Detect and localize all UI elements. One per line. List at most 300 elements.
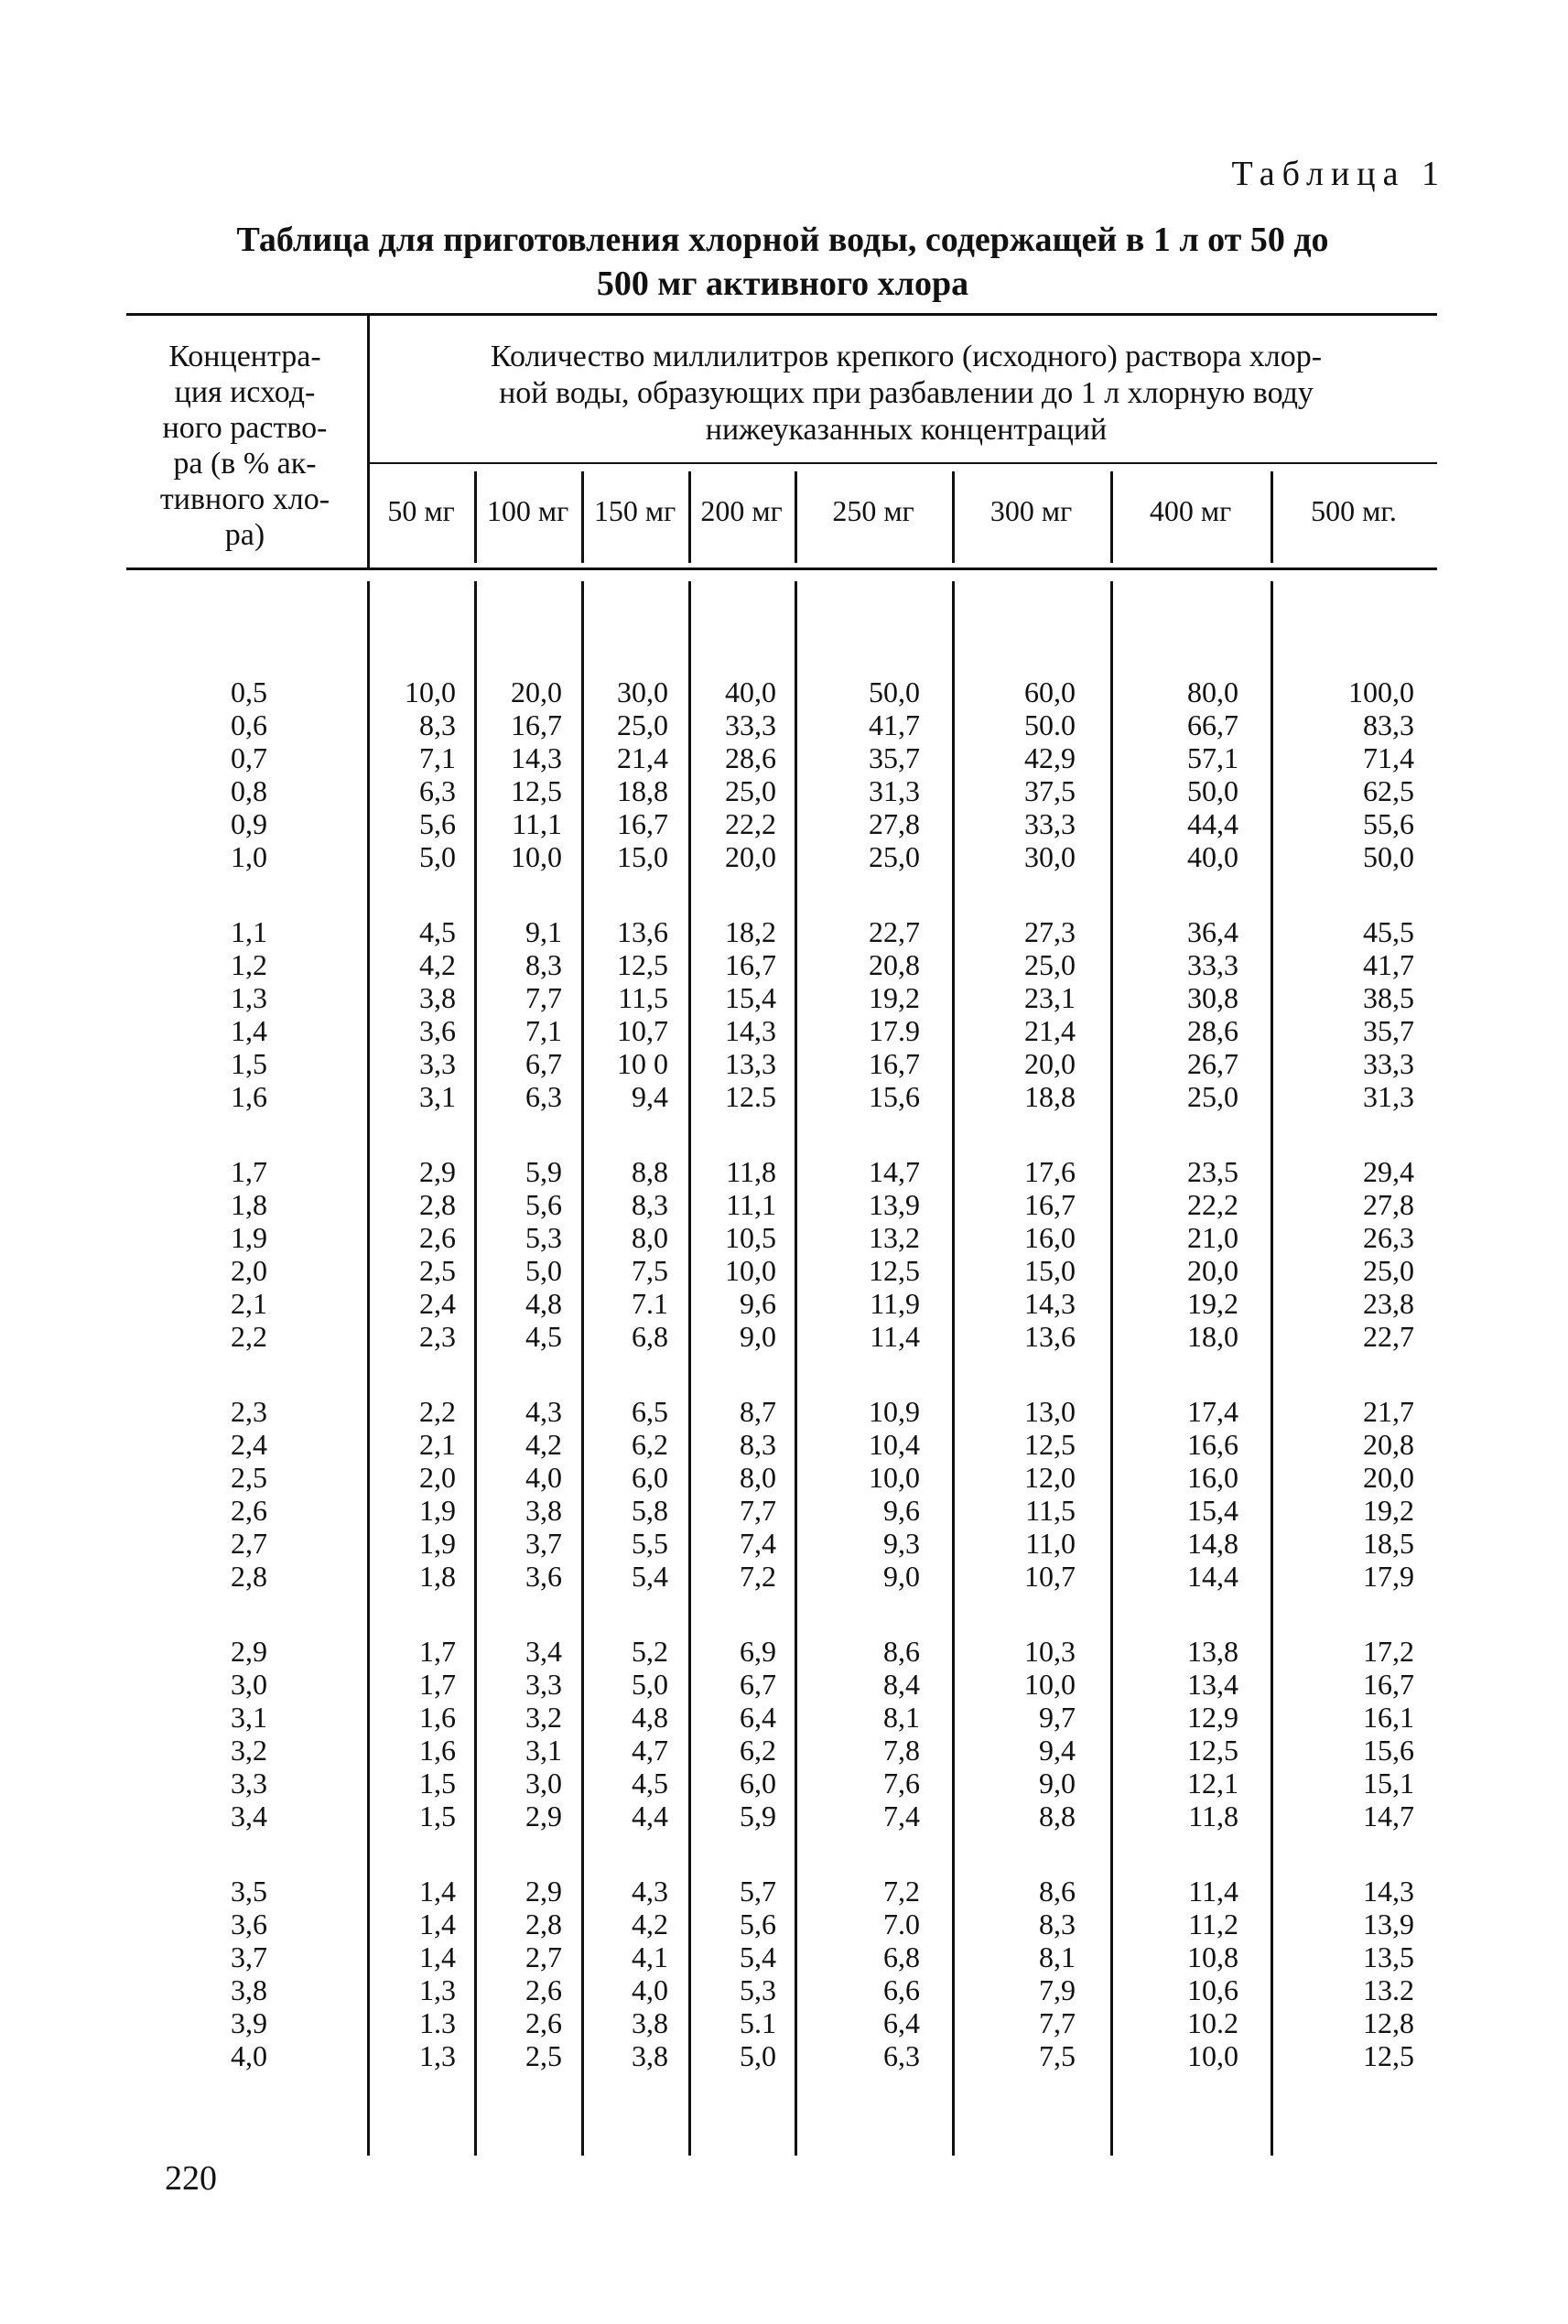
concentration-cell: 1,0 <box>231 840 267 873</box>
concentration-cell: 2,9 <box>231 1635 267 1668</box>
volume-cell: 5,4 <box>632 1560 668 1593</box>
volume-cell: 2,2 <box>419 1395 456 1428</box>
volume-cell: 10,6 <box>1187 1973 1238 2006</box>
volume-cell: 5,3 <box>525 1221 562 1254</box>
volume-cell: 9,1 <box>525 915 562 948</box>
volume-cell: 12,5 <box>617 948 668 981</box>
volume-cell: 11,5 <box>1025 1494 1076 1527</box>
volume-cell: 6,4 <box>883 2006 920 2039</box>
volume-cell: 9,7 <box>1039 1701 1076 1734</box>
volume-cell: 14,7 <box>869 1155 920 1188</box>
concentration-cell: 2,0 <box>231 1254 267 1287</box>
volume-cell: 19,2 <box>869 981 920 1014</box>
concentration-cell: 1,7 <box>231 1155 267 1188</box>
volume-cell: 10,3 <box>1024 1635 1076 1668</box>
volume-cell: 10,0 <box>1187 2039 1238 2072</box>
concentration-cell: 1,2 <box>231 948 267 981</box>
volume-cell: 21,7 <box>1363 1395 1414 1428</box>
volume-cell: 9,0 <box>740 1320 776 1353</box>
header-main-line: ной воды, образующих при разбавлении до 1 л хлорную воду <box>499 376 1314 410</box>
volume-cell: 12,5 <box>1363 2039 1414 2072</box>
volume-cell: 83,3 <box>1363 708 1414 741</box>
volume-cell: 9,3 <box>883 1527 920 1560</box>
volume-cell: 8,3 <box>419 708 456 741</box>
volume-cell: 5,9 <box>740 1800 776 1832</box>
volume-cell: 9,4 <box>1039 1734 1076 1767</box>
volume-cell: 40,0 <box>725 676 776 708</box>
volume-cell: 2,8 <box>525 1908 562 1940</box>
volume-cell: 7,7 <box>1039 2006 1076 2039</box>
volume-cell: 20,0 <box>725 840 776 873</box>
volume-cell: 8,1 <box>883 1701 920 1734</box>
volume-cell: 22,7 <box>869 915 920 948</box>
volume-cell: 20,0 <box>511 676 562 708</box>
volume-cell: 13,9 <box>869 1188 920 1221</box>
concentration-cell: 2,3 <box>231 1395 267 1428</box>
volume-cell: 2,0 <box>419 1461 456 1494</box>
volume-cell: 5,4 <box>740 1940 776 1973</box>
volume-cell: 8,7 <box>740 1395 776 1428</box>
volume-cell: 8,3 <box>632 1188 668 1221</box>
concentration-cell: 2,4 <box>231 1428 267 1461</box>
volume-cell: 5,7 <box>740 1875 776 1908</box>
volume-cell: 7,2 <box>740 1560 776 1593</box>
volume-cell: 9,6 <box>883 1494 920 1527</box>
volume-cell: 13,5 <box>1363 1940 1414 1973</box>
table-title <box>128 218 1437 306</box>
volume-cell: 6,3 <box>419 774 456 807</box>
volume-cell: 12,8 <box>1363 2006 1414 2039</box>
volume-cell: 50,0 <box>1187 774 1238 807</box>
volume-cell: 7.1 <box>632 1287 668 1320</box>
volume-cell: 2,8 <box>419 1188 456 1221</box>
volume-cell: 7,5 <box>1039 2039 1076 2072</box>
volume-cell: 3,2 <box>525 1701 562 1734</box>
volume-cell: 6,7 <box>525 1047 562 1080</box>
volume-cell: 3,8 <box>632 2039 668 2072</box>
concentration-cell: 4,0 <box>231 2039 267 2072</box>
column-header-divider <box>1271 471 1273 563</box>
volume-cell: 11,8 <box>726 1155 776 1188</box>
column-header-divider <box>795 471 797 563</box>
column-divider-line <box>795 581 797 2156</box>
volume-cell: 12,5 <box>869 1254 920 1287</box>
volume-cell: 8,1 <box>1039 1940 1076 1973</box>
volume-cell: 5,0 <box>419 840 456 873</box>
volume-cell: 4,8 <box>525 1287 562 1320</box>
column-header: 500 мг. <box>1311 494 1397 527</box>
volume-cell: 1,9 <box>419 1527 456 1560</box>
concentration-cell: 3,1 <box>231 1701 267 1734</box>
volume-cell: 62,5 <box>1363 774 1414 807</box>
volume-cell: 15,0 <box>617 840 668 873</box>
volume-cell: 18,5 <box>1363 1527 1414 1560</box>
volume-cell: 14,3 <box>725 1014 776 1047</box>
volume-cell: 16,7 <box>511 708 562 741</box>
volume-cell: 10,9 <box>869 1395 920 1428</box>
volume-cell: 4,2 <box>525 1428 562 1461</box>
volume-cell: 6,2 <box>632 1428 668 1461</box>
volume-cell: 7,4 <box>883 1800 920 1832</box>
volume-cell: 8,6 <box>1039 1875 1076 1908</box>
volume-cell: 12.5 <box>725 1080 776 1113</box>
volume-cell: 21,4 <box>617 741 668 774</box>
volume-cell: 33,3 <box>725 708 776 741</box>
volume-cell: 31,3 <box>869 774 920 807</box>
volume-cell: 31,3 <box>1363 1080 1414 1113</box>
concentration-cell: 3,0 <box>231 1668 267 1701</box>
volume-cell: 16,0 <box>1024 1221 1076 1254</box>
volume-cell: 11,1 <box>726 1188 776 1221</box>
volume-cell: 13,6 <box>1024 1320 1076 1353</box>
page-number: 220 <box>165 2159 217 2198</box>
volume-cell: 3,3 <box>419 1047 456 1080</box>
concentration-cell: 2,2 <box>231 1320 267 1353</box>
volume-cell: 15,4 <box>1187 1494 1238 1527</box>
volume-cell: 5,0 <box>740 2039 776 2072</box>
volume-cell: 57,1 <box>1187 741 1238 774</box>
volume-cell: 7,5 <box>632 1254 668 1287</box>
volume-cell: 17,9 <box>1363 1560 1414 1593</box>
concentration-cell: 2,6 <box>231 1494 267 1527</box>
concentration-cell: 1,4 <box>231 1014 267 1047</box>
concentration-cell: 1,1 <box>231 915 267 948</box>
volume-cell: 26,7 <box>1187 1047 1238 1080</box>
volume-cell: 10,7 <box>1024 1560 1076 1593</box>
volume-cell: 50.0 <box>1024 708 1076 741</box>
volume-cell: 17,2 <box>1363 1635 1414 1668</box>
volume-cell: 13,3 <box>725 1047 776 1080</box>
volume-cell: 4,5 <box>632 1767 668 1800</box>
volume-cell: 10,0 <box>1024 1668 1076 1701</box>
concentration-cell: 0,7 <box>231 741 267 774</box>
volume-cell: 13,0 <box>1024 1395 1076 1428</box>
volume-cell: 11,2 <box>1188 1908 1238 1940</box>
concentration-cell: 3,8 <box>231 1973 267 2006</box>
volume-cell: 2,6 <box>419 1221 456 1254</box>
volume-cell: 9,0 <box>883 1560 920 1593</box>
column-header-divider <box>688 471 691 563</box>
concentration-cell: 3,2 <box>231 1734 267 1767</box>
volume-cell: 23,8 <box>1363 1287 1414 1320</box>
volume-cell: 10 0 <box>617 1047 668 1080</box>
volume-cell: 6,7 <box>740 1668 776 1701</box>
volume-cell: 20,0 <box>1187 1254 1238 1287</box>
volume-cell: 21,0 <box>1187 1221 1238 1254</box>
volume-cell: 35,7 <box>1363 1014 1414 1047</box>
volume-cell: 8,8 <box>632 1155 668 1188</box>
volume-cell: 7,2 <box>883 1875 920 1908</box>
concentration-cell: 1,5 <box>231 1047 267 1080</box>
volume-cell: 9,6 <box>740 1287 776 1320</box>
volume-cell: 4,8 <box>632 1701 668 1734</box>
volume-cell: 4,3 <box>525 1395 562 1428</box>
volume-cell: 23,5 <box>1187 1155 1238 1188</box>
volume-cell: 15,0 <box>1024 1254 1076 1287</box>
volume-cell: 18,8 <box>617 774 668 807</box>
volume-cell: 14,4 <box>1187 1560 1238 1593</box>
volume-cell: 15,1 <box>1363 1767 1414 1800</box>
volume-cell: 13,2 <box>869 1221 920 1254</box>
volume-cell: 3,0 <box>525 1767 562 1800</box>
volume-cell: 16,0 <box>1187 1461 1238 1494</box>
volume-cell: 6,8 <box>632 1320 668 1353</box>
volume-cell: 4,0 <box>525 1461 562 1494</box>
volume-cell: 11,5 <box>618 981 668 1014</box>
volume-cell: 2,5 <box>525 2039 562 2072</box>
volume-cell: 29,4 <box>1363 1155 1414 1188</box>
volume-cell: 7,8 <box>883 1734 920 1767</box>
volume-cell: 6,3 <box>525 1080 562 1113</box>
volume-cell: 25,0 <box>617 708 668 741</box>
volume-cell: 11,4 <box>870 1320 920 1353</box>
volume-cell: 1,7 <box>419 1668 456 1701</box>
column-header: 300 мг <box>989 494 1073 527</box>
volume-cell: 5,2 <box>632 1635 668 1668</box>
volume-cell: 1,8 <box>419 1560 456 1593</box>
volume-cell: 7,7 <box>740 1494 776 1527</box>
volume-cell: 100,0 <box>1348 676 1414 708</box>
volume-cell: 35,7 <box>869 741 920 774</box>
volume-cell: 13,6 <box>617 915 668 948</box>
concentration-cell: 2,1 <box>231 1287 267 1320</box>
volume-cell: 2,4 <box>419 1287 456 1320</box>
volume-cell: 50,0 <box>1363 840 1414 873</box>
volume-cell: 11,4 <box>1188 1875 1238 1908</box>
volume-cell: 4,1 <box>632 1940 668 1973</box>
volume-cell: 16,1 <box>1363 1701 1414 1734</box>
volume-cell: 3,8 <box>525 1494 562 1527</box>
volume-cell: 6,3 <box>883 2039 920 2072</box>
volume-cell: 14,8 <box>1187 1527 1238 1560</box>
volume-cell: 14,7 <box>1363 1800 1414 1832</box>
volume-cell: 10,8 <box>1187 1940 1238 1973</box>
column-divider-line <box>1110 581 1113 2156</box>
volume-cell: 18,0 <box>1187 1320 1238 1353</box>
volume-cell: 6,6 <box>883 1973 920 2006</box>
header-left-line: тивного хло- <box>159 482 330 516</box>
header-divider-line <box>367 313 370 569</box>
volume-cell: 6,8 <box>883 1940 920 1973</box>
volume-cell: 30,8 <box>1187 981 1238 1014</box>
volume-cell: 30,0 <box>617 676 668 708</box>
volume-cell: 12,1 <box>1187 1767 1238 1800</box>
column-header-divider <box>952 471 955 563</box>
volume-cell: 12,5 <box>511 774 562 807</box>
volume-cell: 40,0 <box>1187 840 1238 873</box>
volume-cell: 14,3 <box>511 741 562 774</box>
volume-cell: 8,0 <box>632 1221 668 1254</box>
volume-cell: 36,4 <box>1187 915 1238 948</box>
volume-cell: 27,8 <box>869 807 920 840</box>
volume-cell: 4,5 <box>525 1320 562 1353</box>
volume-cell: 2,5 <box>419 1254 456 1287</box>
volume-cell: 4,0 <box>632 1973 668 2006</box>
volume-cell: 7,1 <box>525 1014 562 1047</box>
volume-cell: 7.0 <box>883 1908 920 1940</box>
volume-cell: 1,9 <box>419 1494 456 1527</box>
volume-cell: 2,9 <box>419 1155 456 1188</box>
volume-cell: 55,6 <box>1363 807 1414 840</box>
volume-cell: 5,0 <box>525 1254 562 1287</box>
volume-cell: 44,4 <box>1187 807 1238 840</box>
volume-cell: 42,9 <box>1024 741 1076 774</box>
volume-cell: 12,0 <box>1024 1461 1076 1494</box>
column-header: 50 мг <box>387 494 455 527</box>
header-main-line: нижеуказанных концентраций <box>705 413 1108 447</box>
volume-cell: 8,8 <box>1039 1800 1076 1832</box>
volume-cell: 6,0 <box>740 1767 776 1800</box>
column-header: 200 мг <box>700 494 783 527</box>
volume-cell: 1,3 <box>419 2039 456 2072</box>
volume-cell: 20,8 <box>869 948 920 981</box>
volume-cell: 11,8 <box>1188 1800 1238 1832</box>
header-left-line: ция исход- <box>174 375 316 409</box>
volume-cell: 2,7 <box>525 1940 562 1973</box>
column-header: 100 мг <box>486 494 569 527</box>
volume-cell: 9,4 <box>632 1080 668 1113</box>
volume-cell: 5,5 <box>632 1527 668 1560</box>
volume-cell: 2,9 <box>525 1875 562 1908</box>
volume-cell: 17.9 <box>869 1014 920 1047</box>
concentration-cell: 3,6 <box>231 1908 267 1940</box>
volume-cell: 5,0 <box>632 1668 668 1701</box>
volume-cell: 12,5 <box>1024 1428 1076 1461</box>
volume-cell: 6,9 <box>740 1635 776 1668</box>
volume-cell: 27,3 <box>1024 915 1076 948</box>
header-left-line: ра) <box>224 518 265 552</box>
header-concentration <box>128 339 362 553</box>
header-left-line: Концентра- <box>168 340 321 373</box>
volume-cell: 28,6 <box>725 741 776 774</box>
volume-cell: 4,4 <box>632 1800 668 1832</box>
volume-cell: 16,6 <box>1187 1428 1238 1461</box>
volume-cell: 8,4 <box>883 1668 920 1701</box>
volume-cell: 7,4 <box>740 1527 776 1560</box>
volume-cell: 5,3 <box>740 1973 776 2006</box>
volume-cell: 41,7 <box>869 708 920 741</box>
column-divider-line <box>1271 581 1273 2156</box>
volume-cell: 19,2 <box>1187 1287 1238 1320</box>
volume-cell: 5.1 <box>740 2006 776 2039</box>
volume-cell: 60,0 <box>1024 676 1076 708</box>
volume-cell: 10,0 <box>405 676 456 708</box>
volume-cell: 3,6 <box>525 1560 562 1593</box>
volume-cell: 16,7 <box>725 948 776 981</box>
volume-cell: 3,8 <box>419 981 456 1014</box>
volume-cell: 41,7 <box>1363 948 1414 981</box>
volume-cell: 21,4 <box>1024 1014 1076 1047</box>
column-header: 400 мг <box>1149 494 1232 527</box>
volume-cell: 16,7 <box>1024 1188 1076 1221</box>
volume-cell: 7,7 <box>525 981 562 1014</box>
volume-cell: 7,1 <box>419 741 456 774</box>
volume-cell: 12,5 <box>1187 1734 1238 1767</box>
volume-cell: 71,4 <box>1363 741 1414 774</box>
volume-cell: 1,5 <box>419 1800 456 1832</box>
volume-cell: 22,7 <box>1363 1320 1414 1353</box>
volume-cell: 27,8 <box>1363 1188 1414 1221</box>
volume-cell: 11,1 <box>512 807 562 840</box>
columns-rule <box>368 462 1437 464</box>
volume-cell: 23,1 <box>1024 981 1076 1014</box>
volume-cell: 10.2 <box>1187 2006 1238 2039</box>
volume-cell: 6,2 <box>740 1734 776 1767</box>
volume-cell: 66,7 <box>1187 708 1238 741</box>
volume-cell: 6,0 <box>632 1461 668 1494</box>
volume-cell: 20,0 <box>1024 1047 1076 1080</box>
volume-cell: 30,0 <box>1024 840 1076 873</box>
volume-cell: 37,5 <box>1024 774 1076 807</box>
volume-cell: 33,3 <box>1187 948 1238 981</box>
volume-cell: 3,6 <box>419 1014 456 1047</box>
title-line-1: Таблица для приготовления хлорной воды, содержащей в 1 л от 50 до <box>236 221 1329 259</box>
volume-cell: 22,2 <box>725 807 776 840</box>
volume-cell: 20,0 <box>1363 1461 1414 1494</box>
volume-cell: 8,3 <box>525 948 562 981</box>
volume-cell: 50,0 <box>869 676 920 708</box>
column-header-divider <box>581 471 584 563</box>
volume-cell: 9,0 <box>1039 1767 1076 1800</box>
volume-cell: 2,6 <box>525 2006 562 2039</box>
volume-cell: 3,1 <box>525 1734 562 1767</box>
volume-cell: 7,9 <box>1039 1973 1076 2006</box>
header-bottom-rule <box>126 567 1437 570</box>
volume-cell: 10,0 <box>511 840 562 873</box>
column-header-divider <box>474 471 477 563</box>
volume-cell: 8,6 <box>883 1635 920 1668</box>
volume-cell: 45,5 <box>1363 915 1414 948</box>
concentration-cell: 0,5 <box>231 676 267 708</box>
concentration-cell: 1,6 <box>231 1080 267 1113</box>
volume-cell: 10,0 <box>869 1461 920 1494</box>
volume-cell: 5,9 <box>525 1155 562 1188</box>
concentration-cell: 3,9 <box>231 2006 267 2039</box>
concentration-cell: 0,8 <box>231 774 267 807</box>
volume-cell: 1,4 <box>419 1940 456 1973</box>
volume-cell: 5,8 <box>632 1494 668 1527</box>
volume-cell: 4,3 <box>632 1875 668 1908</box>
volume-cell: 22,2 <box>1187 1188 1238 1221</box>
volume-cell: 38,5 <box>1363 981 1414 1014</box>
volume-cell: 2,3 <box>419 1320 456 1353</box>
volume-cell: 25,0 <box>1363 1254 1414 1287</box>
concentration-cell: 2,7 <box>231 1527 267 1560</box>
column-header-divider <box>1110 471 1113 563</box>
volume-cell: 15,4 <box>725 981 776 1014</box>
concentration-cell: 3,5 <box>231 1875 267 1908</box>
volume-cell: 26,3 <box>1363 1221 1414 1254</box>
volume-cell: 7,6 <box>883 1767 920 1800</box>
volume-cell: 25,0 <box>869 840 920 873</box>
volume-cell: 12,9 <box>1187 1701 1238 1734</box>
volume-cell: 15,6 <box>1363 1734 1414 1767</box>
volume-cell: 16,7 <box>617 807 668 840</box>
volume-cell: 17,4 <box>1187 1395 1238 1428</box>
concentration-cell: 0,6 <box>231 708 267 741</box>
volume-cell: 10,0 <box>725 1254 776 1287</box>
volume-cell: 8,3 <box>740 1428 776 1461</box>
volume-cell: 5,6 <box>419 807 456 840</box>
volume-cell: 3,7 <box>525 1527 562 1560</box>
volume-cell: 8,3 <box>1039 1908 1076 1940</box>
title-line-2: 500 мг активного хлора <box>596 265 969 303</box>
volume-cell: 3,3 <box>525 1668 562 1701</box>
volume-cell: 33,3 <box>1024 807 1076 840</box>
volume-cell: 10,7 <box>617 1014 668 1047</box>
volume-cell: 80,0 <box>1187 676 1238 708</box>
volume-cell: 4,5 <box>419 915 456 948</box>
